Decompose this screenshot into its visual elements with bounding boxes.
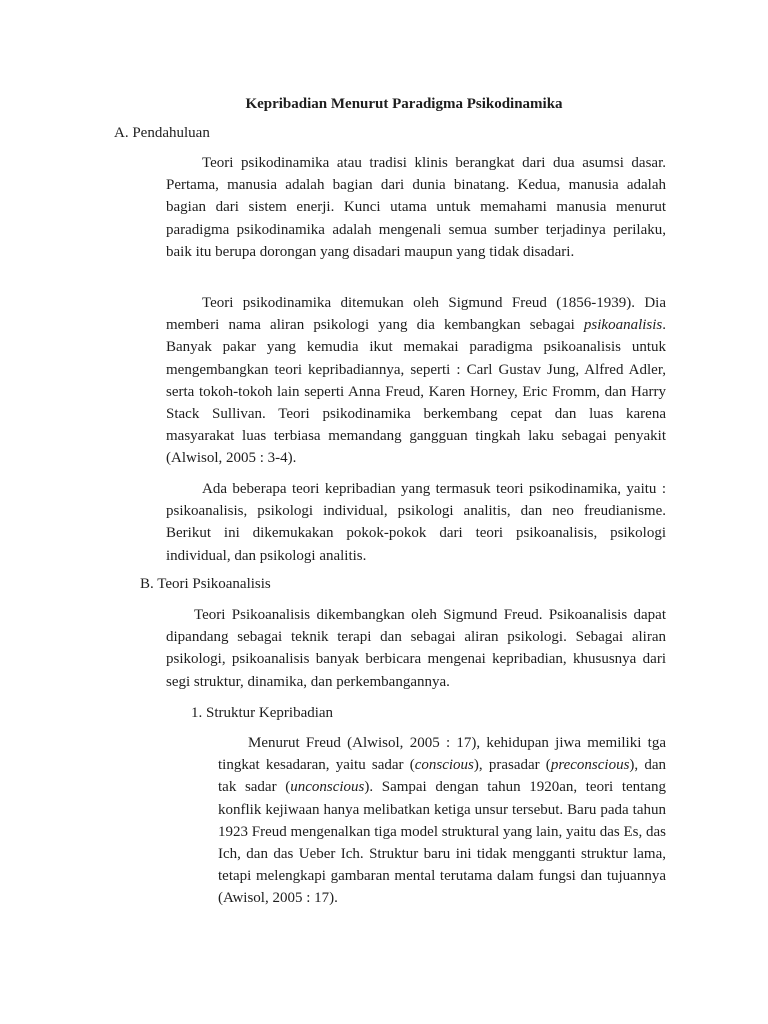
paragraph-text: ). Sampai dengan tahun 1920an, teori tentang konflik kejiwaan hanya melibatkan ketiga unsur tersebut. Baru pada tahun 1923 Freud mengenalkan tiga model struktural yang lain, yaitu das Es, das Ich, dan das Ueber Ich. Struktur baru ini tidak mengganti struktur lama, tetapi melengkapi gambaran mental terutama dalam fungsi dan tujuannya (Awisol, 2005 : 17). xyxy=(218,779,666,907)
document-title: Kepribadian Menurut Paradigma Psikodinamika xyxy=(245,96,563,112)
section-a-paragraph-3: Ada beberapa teori kepribadian yang termasuk teori psikodinamika, yaitu : psikoanalisis, psikologi individual, psikologi analitis, dan neo freudianisme. Berikut ini dikemukakan pokok-pokok dari teori psikoanalisis, psikologi individual, dan psikologi analitis. xyxy=(166,481,666,564)
paragraph-text: ), prasadar ( xyxy=(473,757,551,774)
italic-term: preconscious xyxy=(550,757,630,774)
subsection-1-paragraph xyxy=(218,732,666,910)
section-b-heading: B. Teori Psikoanalisis xyxy=(140,576,271,592)
section-a-heading: A. Pendahuluan xyxy=(114,125,210,141)
italic-term: psikoanalisis xyxy=(583,317,663,334)
section-a-paragraph-2 xyxy=(166,292,666,470)
paragraph-text: Teori psikodinamika ditemukan oleh Sigmund Freud (1856-1939). Dia memberi nama aliran psikologi yang dia kembangkan sebagai xyxy=(166,295,666,334)
subsection-1-heading: 1. Struktur Kepribadian xyxy=(191,705,334,721)
paragraph-text: Menurut Freud (Alwisol, 2005 : 17), kehidupan jiwa memiliki tga tingkat kesadaran, yaitu sadar ( xyxy=(218,735,666,774)
italic-term: unconscious xyxy=(290,779,365,796)
section-b-paragraph-1: Teori Psikoanalisis dikembangkan oleh Sigmund Freud. Psikoanalisis dapat dipandang sebagai teknik terapi dan sebagai aliran psikologi. Sebagai aliran psikologi, psikoanalisis banyak berbicara mengenai kepribadian, khususnya dari segi struktur, dinamika, dan perkembangannya. xyxy=(166,607,666,690)
paragraph-text: ), dan tak sadar ( xyxy=(218,757,667,796)
section-a-paragraph-1: Teori psikodinamika atau tradisi klinis berangkat dari dua asumsi dasar. Pertama, manusia adalah bagian dari dunia binatang. Kedua, manusia adalah bagian dari sistem enerji. Kunci utama untuk memahami manusia menurut paradigma psikodinamika adalah mengenali semua sumber terjadinya perilaku, baik itu berupa dorongan yang disadari maupun yang tidak disadari. xyxy=(166,155,666,260)
italic-term: conscious xyxy=(414,757,474,774)
paragraph-text: . Banyak pakar yang kemudia ikut memakai paradigma psikoanalisis untuk mengembangkan teori kepribadiannya, seperti : Carl Gustav Jung, Alfred Adler, serta tokoh-tokoh lain seperti Anna Freud, Karen Horney, Eric Fromm, dan Harry Stack Sullivan. Teori psikodinamika berkembang cepat dan luas karena masyarakat luas terbiasa memandang gangguan tingkah laku sebagai penyakit (Alwisol, 2005 : 3-4). xyxy=(166,317,666,467)
